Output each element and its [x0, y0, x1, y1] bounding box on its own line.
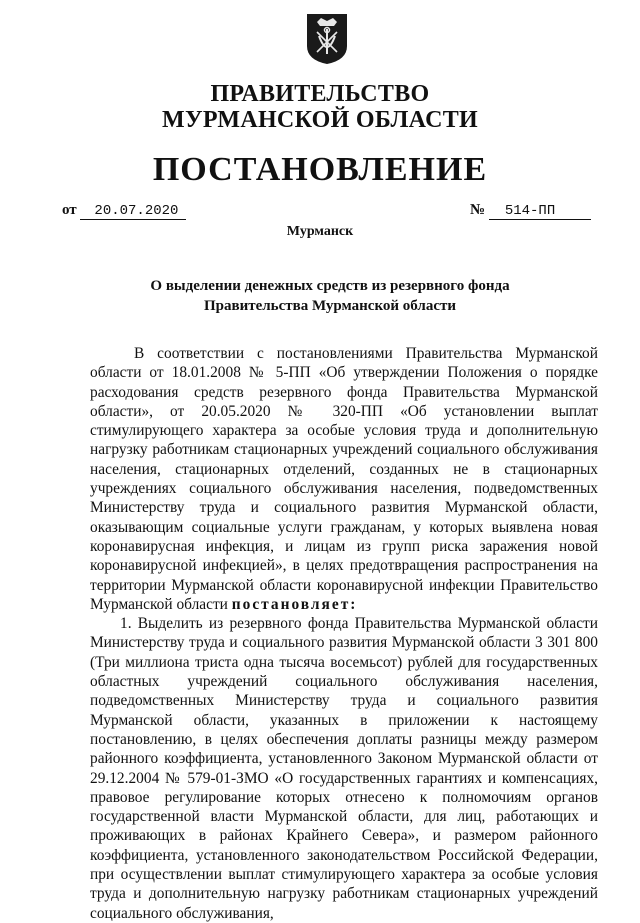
- city: Мурманск: [286, 224, 354, 239]
- paragraph-1-text: В соответствии с постановлениями Правительства Мурманской области от 18.01.2008 № 5-ПП «Об утверждении Положения о порядке расходования средств резервного фонда Правительства Мурманской области», от 20.05.2020 № 320-ПП «Об установлении выплат стимулирующего характера за особые условия труда и дополнительную нагрузку работникам стационарных учреждений социального обслуживания населения, стационарных отделений, созданных не в стационарных учреждениях социального обслуживания населения, подведомственных Министерству труда и социального развития Мурманской области, оказывающим социальные услуги гражданам, у которых выявлена новая коронавирусная инфекция, и лицам из групп риска заражения новой коронавирусной инфекцией», в целях предотвращения распространения на территории Мурманской области коронавирусной инфекции Правительство Мурманской области: [90, 345, 598, 613]
- government-title-line1: ПРАВИТЕЛЬСТВО: [210, 81, 430, 107]
- body-paragraph-1: [90, 344, 598, 614]
- number-row: [470, 202, 591, 220]
- document-subject: [140, 276, 520, 316]
- body-paragraph-2: 1. Выделить из резервного фонда Правительства Мурманской области Министерству труда и социального развития Мурманской области 3 301 800 (Три миллиона триста одна тысяча восемьсот) рублей для государственных областных учреждений социального обслуживания населения, подведомственных Министерству труда и социального развития Мурманской области, указанных в приложении к настоящему постановлению, в целях обеспечения доплаты разницы между размером районного коэффициента, установленного Законом Мурманской области от 29.12.2004 № 579-01-ЗМО «О государственных гарантиях и компенсациях, правовое регулирование которых отнесено к полномочиям органов государственной власти Мурманской области, для лиц, работающих и проживающих в районах Крайнего Севера», и размером районного коэффициента, установленного законодательством Российской Федерации, при осуществлении выплат стимулирующего характера за особые условия труда и дополнительную нагрузку работникам стационарных учреждений социального обслуживания,: [90, 615, 598, 922]
- number-label: №: [470, 202, 486, 218]
- subject-line2: Правительства Мурманской области: [203, 298, 457, 314]
- date-row: [62, 202, 186, 220]
- document-type-title: ПОСТАНОВЛЕНИЕ: [152, 151, 488, 188]
- coat-of-arms-icon: [305, 12, 349, 66]
- decree-keyword: постановляет:: [231, 595, 358, 613]
- subject-line1: О выделении денежных средств из резервного фонда: [150, 278, 510, 294]
- document-body: [90, 344, 598, 923]
- number-value: 514-ПП: [489, 203, 591, 220]
- date-value: 20.07.2020: [80, 203, 186, 220]
- government-title-line2: МУРМАНСКОЙ ОБЛАСТИ: [162, 107, 478, 133]
- date-label: от: [62, 202, 77, 218]
